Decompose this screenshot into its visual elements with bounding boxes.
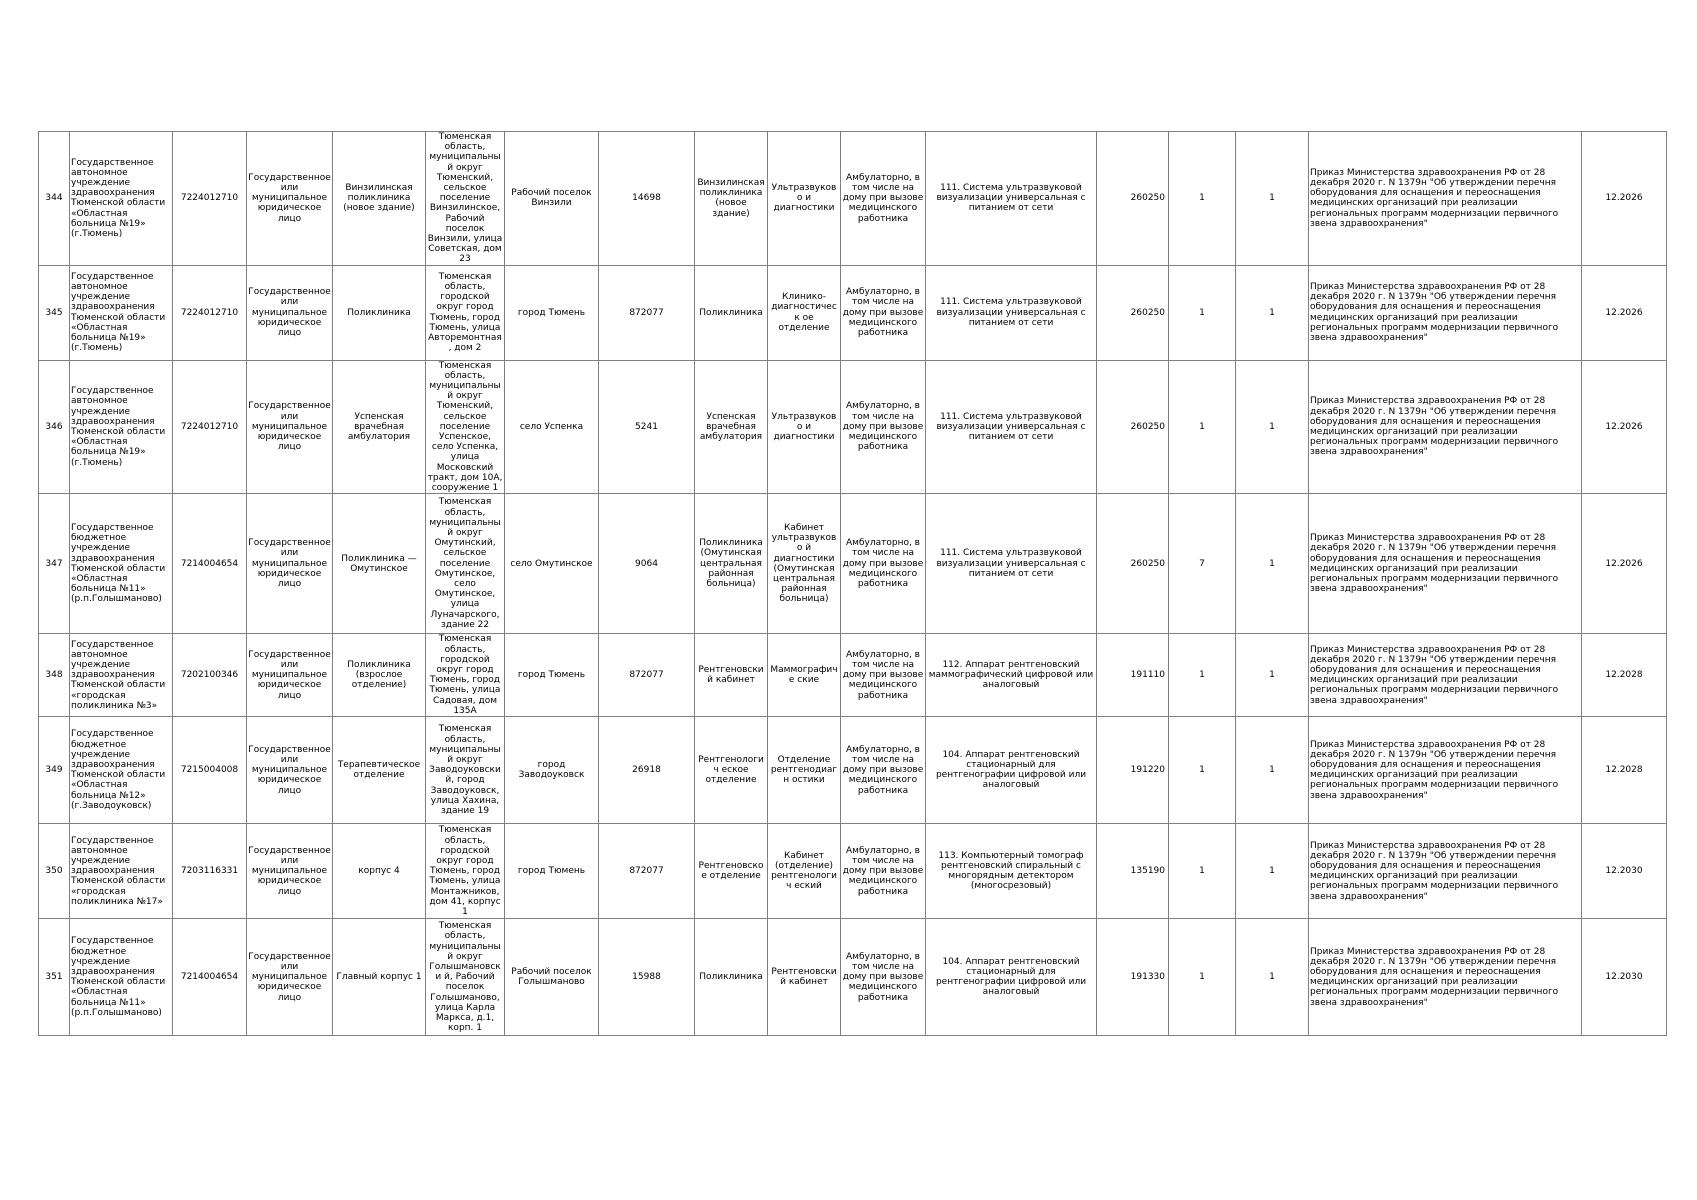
equipment-code-cell: 191330 xyxy=(1097,919,1169,1036)
legal-basis-cell: Приказ Министерства здравоохранения РФ от 28 декабря 2020 г. N 1379н "Об утверждении перечня оборудования для оснащения и переоснащения медицинских организаций при реализации региональных программ модернизации первичного звена здравоохранения" xyxy=(1309,360,1582,494)
care-conditions-cell: Амбулаторно, в том числе на дому при вызове медицинского работника xyxy=(841,717,926,824)
equipment-code-cell: 260250 xyxy=(1097,132,1169,266)
equipment-cell: 111. Система ультразвуковой визуализации универсальная с питанием от сети xyxy=(926,265,1097,360)
department-cell: Кабинет (отделение) рентгенологич еский xyxy=(768,824,841,919)
quantity-cell: 1 xyxy=(1236,494,1309,634)
building-unit-cell: Главный корпус 1 xyxy=(333,919,426,1036)
department-cell: Отделение рентгенодиагн остики xyxy=(768,717,841,824)
legal-basis-cell: Приказ Министерства здравоохранения РФ от 28 декабря 2020 г. N 1379н "Об утверждении перечня оборудования для оснащения и переоснащения медицинских организаций при реализации региональных программ модернизации первичного звена здравоохранения" xyxy=(1309,494,1582,634)
row-number: 350 xyxy=(39,824,70,919)
organization-name-cell: Государственное автономное учреждение здравоохранения Тюменской области «городская поликлиника №17» xyxy=(70,824,173,919)
quantity-cell: 1 xyxy=(1236,824,1309,919)
inn-cell: 7202100346 xyxy=(173,634,247,717)
equipment-code-cell: 191110 xyxy=(1097,634,1169,717)
building-unit-cell: Поликлиника — Омутинское xyxy=(333,494,426,634)
settlement-cell: Рабочий поселок Голышманово xyxy=(505,919,599,1036)
care-conditions-cell: Амбулаторно, в том числе на дому при вызове медицинского работника xyxy=(841,919,926,1036)
row-number: 344 xyxy=(39,132,70,266)
subdivision-cell: Поликлиника xyxy=(695,919,768,1036)
row-number: 351 xyxy=(39,919,70,1036)
deadline-date-cell: 12.2028 xyxy=(1582,717,1667,824)
deadline-date-cell: 12.2026 xyxy=(1582,265,1667,360)
equipment-code-cell: 260250 xyxy=(1097,265,1169,360)
department-cell: Маммографиче ские xyxy=(768,634,841,717)
row-number: 346 xyxy=(39,360,70,494)
settlement-cell: город Тюмень xyxy=(505,824,599,919)
address-cell: Тюменская область, городской округ город Тюмень, город Тюмень, улица Авторемонтная, дом 2 xyxy=(426,265,505,360)
subdivision-cell: Рентгеновский кабинет xyxy=(695,634,768,717)
population-cell: 872077 xyxy=(599,824,695,919)
equipment-code-cell: 135190 xyxy=(1097,824,1169,919)
address-cell: Тюменская область, городской округ город Тюмень, город Тюмень, улица Садовая, дом 135А xyxy=(426,634,505,717)
quantity-cell: 1 xyxy=(1236,919,1309,1036)
legal-basis-cell: Приказ Министерства здравоохранения РФ от 28 декабря 2020 г. N 1379н "Об утверждении перечня оборудования для оснащения и переоснащения медицинских организаций при реализации региональных программ модернизации первичного звена здравоохранения" xyxy=(1309,919,1582,1036)
equipment-registry-table xyxy=(38,131,1667,1036)
deadline-date-cell: 12.2028 xyxy=(1582,634,1667,717)
quantity-cell: 1 xyxy=(1169,919,1236,1036)
care-conditions-cell: Амбулаторно, в том числе на дому при вызове медицинского работника xyxy=(841,132,926,266)
care-conditions-cell: Амбулаторно, в том числе на дому при вызове медицинского работника xyxy=(841,824,926,919)
address-cell: Тюменская область, муниципальный округ Голышмановски й, Рабочий поселок Голышманово, улица Карла Маркса, д.1, корп. 1 xyxy=(426,919,505,1036)
inn-cell: 7214004654 xyxy=(173,919,247,1036)
department-cell: Клинико-диагностическ ое отделение xyxy=(768,265,841,360)
legal-type-cell: Государственное или муниципальное юридическое лицо xyxy=(247,494,333,634)
address-cell: Тюменская область, муниципальный округ Тюменский, сельское поселение Винзилинское, Рабочий поселок Винзили, улица Советская, дом 23 xyxy=(426,132,505,266)
care-conditions-cell: Амбулаторно, в том числе на дому при вызове медицинского работника xyxy=(841,494,926,634)
population-cell: 9064 xyxy=(599,494,695,634)
organization-name-cell: Государственное бюджетное учреждение здравоохранения Тюменской области «Областная больница №11» (р.п.Голышманово) xyxy=(70,919,173,1036)
equipment-cell: 104. Аппарат рентгеновский стационарный для рентгенографии цифровой или аналоговый xyxy=(926,717,1097,824)
department-cell: Кабинет ультразвуково й диагностики (Омутинская центральная районная больница) xyxy=(768,494,841,634)
quantity-cell: 1 xyxy=(1236,717,1309,824)
quantity-cell: 1 xyxy=(1169,265,1236,360)
care-conditions-cell: Амбулаторно, в том числе на дому при вызове медицинского работника xyxy=(841,265,926,360)
deadline-date-cell: 12.2030 xyxy=(1582,824,1667,919)
deadline-date-cell: 12.2026 xyxy=(1582,360,1667,494)
population-cell: 872077 xyxy=(599,634,695,717)
quantity-cell: 1 xyxy=(1169,132,1236,266)
inn-cell: 7215004008 xyxy=(173,717,247,824)
legal-basis-cell: Приказ Министерства здравоохранения РФ от 28 декабря 2020 г. N 1379н "Об утверждении перечня оборудования для оснащения и переоснащения медицинских организаций при реализации региональных программ модернизации первичного звена здравоохранения" xyxy=(1309,634,1582,717)
legal-basis-cell: Приказ Министерства здравоохранения РФ от 28 декабря 2020 г. N 1379н "Об утверждении перечня оборудования для оснащения и переоснащения медицинских организаций при реализации региональных программ модернизации первичного звена здравоохранения" xyxy=(1309,824,1582,919)
table-row xyxy=(39,360,1667,494)
organization-name-cell: Государственное автономное учреждение здравоохранения Тюменской области «Областная больница №19» (г.Тюмень) xyxy=(70,132,173,266)
population-cell: 15988 xyxy=(599,919,695,1036)
address-cell: Тюменская область, муниципальный округ Тюменский, сельское поселение Успенское, село Успенка, улица Московский тракт, дом 10А, сооружение 1 xyxy=(426,360,505,494)
subdivision-cell: Винзилинская поликлиника (новое здание) xyxy=(695,132,768,266)
quantity-cell: 1 xyxy=(1236,132,1309,266)
table-row xyxy=(39,919,1667,1036)
subdivision-cell: Успенская врачебная амбулатория xyxy=(695,360,768,494)
population-cell: 14698 xyxy=(599,132,695,266)
organization-name-cell: Государственное бюджетное учреждение здравоохранения Тюменской области «Областная больница №11» (р.п.Голышманово) xyxy=(70,494,173,634)
address-cell: Тюменская область, муниципальный округ Заводоуковский, город Заводоуковск, улица Хахина, здание 19 xyxy=(426,717,505,824)
building-unit-cell: Поликлиника (взрослое отделение) xyxy=(333,634,426,717)
department-cell: Ультразвуково и диагностики xyxy=(768,132,841,266)
care-conditions-cell: Амбулаторно, в том числе на дому при вызове медицинского работника xyxy=(841,360,926,494)
legal-type-cell: Государственное или муниципальное юридическое лицо xyxy=(247,717,333,824)
row-number: 347 xyxy=(39,494,70,634)
deadline-date-cell: 12.2026 xyxy=(1582,494,1667,634)
organization-name-cell: Государственное автономное учреждение здравоохранения Тюменской области «городская поликлиника №3» xyxy=(70,634,173,717)
legal-basis-cell: Приказ Министерства здравоохранения РФ от 28 декабря 2020 г. N 1379н "Об утверждении перечня оборудования для оснащения и переоснащения медицинских организаций при реализации региональных программ модернизации первичного звена здравоохранения" xyxy=(1309,717,1582,824)
equipment-cell: 104. Аппарат рентгеновский стационарный для рентгенографии цифровой или аналоговый xyxy=(926,919,1097,1036)
subdivision-cell: Поликлиника xyxy=(695,265,768,360)
legal-type-cell: Государственное или муниципальное юридическое лицо xyxy=(247,360,333,494)
legal-type-cell: Государственное или муниципальное юридическое лицо xyxy=(247,824,333,919)
equipment-code-cell: 191220 xyxy=(1097,717,1169,824)
settlement-cell: город Тюмень xyxy=(505,265,599,360)
deadline-date-cell: 12.2026 xyxy=(1582,132,1667,266)
legal-type-cell: Государственное или муниципальное юридическое лицо xyxy=(247,634,333,717)
settlement-cell: село Омутинское xyxy=(505,494,599,634)
table-row xyxy=(39,634,1667,717)
subdivision-cell: Рентгенологич еское отделение xyxy=(695,717,768,824)
equipment-cell: 111. Система ультразвуковой визуализации универсальная с питанием от сети xyxy=(926,494,1097,634)
inn-cell: 7224012710 xyxy=(173,132,247,266)
quantity-cell: 1 xyxy=(1236,360,1309,494)
quantity-cell: 1 xyxy=(1169,824,1236,919)
department-cell: Ультразвуково и диагностики xyxy=(768,360,841,494)
equipment-cell: 112. Аппарат рентгеновский маммографический цифровой или аналоговый xyxy=(926,634,1097,717)
organization-name-cell: Государственное автономное учреждение здравоохранения Тюменской области «Областная больница №19» (г.Тюмень) xyxy=(70,360,173,494)
equipment-cell: 113. Компьютерный томограф рентгеновский спиральный с многорядным детектором (многосрезовый) xyxy=(926,824,1097,919)
quantity-cell: 7 xyxy=(1169,494,1236,634)
organization-name-cell: Государственное бюджетное учреждение здравоохранения Тюменской области «Областная больница №12» (г.Заводоуковск) xyxy=(70,717,173,824)
legal-basis-cell: Приказ Министерства здравоохранения РФ от 28 декабря 2020 г. N 1379н "Об утверждении перечня оборудования для оснащения и переоснащения медицинских организаций при реализации региональных программ модернизации первичного звена здравоохранения" xyxy=(1309,265,1582,360)
subdivision-cell: Рентгеновское отделение xyxy=(695,824,768,919)
settlement-cell: город Тюмень xyxy=(505,634,599,717)
address-cell: Тюменская область, городской округ город Тюмень, город Тюмень, улица Монтажников, дом 41, корпус 1 xyxy=(426,824,505,919)
subdivision-cell: Поликлиника (Омутинская центральная районная больница) xyxy=(695,494,768,634)
settlement-cell: город Заводоуковск xyxy=(505,717,599,824)
care-conditions-cell: Амбулаторно, в том числе на дому при вызове медицинского работника xyxy=(841,634,926,717)
legal-type-cell: Государственное или муниципальное юридическое лицо xyxy=(247,919,333,1036)
quantity-cell: 1 xyxy=(1236,265,1309,360)
quantity-cell: 1 xyxy=(1236,634,1309,717)
legal-type-cell: Государственное или муниципальное юридическое лицо xyxy=(247,132,333,266)
building-unit-cell: Поликлиника xyxy=(333,265,426,360)
organization-name-cell: Государственное автономное учреждение здравоохранения Тюменской области «Областная больница №19» (г.Тюмень) xyxy=(70,265,173,360)
row-number: 349 xyxy=(39,717,70,824)
inn-cell: 7214004654 xyxy=(173,494,247,634)
building-unit-cell: Терапевтическое отделение xyxy=(333,717,426,824)
quantity-cell: 1 xyxy=(1169,360,1236,494)
table-row xyxy=(39,494,1667,634)
building-unit-cell: корпус 4 xyxy=(333,824,426,919)
population-cell: 26918 xyxy=(599,717,695,824)
table-row xyxy=(39,132,1667,266)
deadline-date-cell: 12.2030 xyxy=(1582,919,1667,1036)
table-row xyxy=(39,265,1667,360)
population-cell: 872077 xyxy=(599,265,695,360)
population-cell: 5241 xyxy=(599,360,695,494)
building-unit-cell: Успенская врачебная амбулатория xyxy=(333,360,426,494)
equipment-cell: 111. Система ультразвуковой визуализации универсальная с питанием от сети xyxy=(926,132,1097,266)
inn-cell: 7203116331 xyxy=(173,824,247,919)
department-cell: Рентгеновский кабинет xyxy=(768,919,841,1036)
building-unit-cell: Винзилинская поликлиника (новое здание) xyxy=(333,132,426,266)
row-number: 348 xyxy=(39,634,70,717)
inn-cell: 7224012710 xyxy=(173,265,247,360)
row-number: 345 xyxy=(39,265,70,360)
quantity-cell: 1 xyxy=(1169,717,1236,824)
table-row xyxy=(39,717,1667,824)
legal-basis-cell: Приказ Министерства здравоохранения РФ от 28 декабря 2020 г. N 1379н "Об утверждении перечня оборудования для оснащения и переоснащения медицинских организаций при реализации региональных программ модернизации первичного звена здравоохранения" xyxy=(1309,132,1582,266)
inn-cell: 7224012710 xyxy=(173,360,247,494)
address-cell: Тюменская область, муниципальный округ Омутинский, сельское поселение Омутинское, село Омутинское, улица Луначарского, здание 22 xyxy=(426,494,505,634)
quantity-cell: 1 xyxy=(1169,634,1236,717)
legal-type-cell: Государственное или муниципальное юридическое лицо xyxy=(247,265,333,360)
equipment-code-cell: 260250 xyxy=(1097,494,1169,634)
equipment-code-cell: 260250 xyxy=(1097,360,1169,494)
settlement-cell: село Успенка xyxy=(505,360,599,494)
table-row xyxy=(39,824,1667,919)
settlement-cell: Рабочий поселок Винзили xyxy=(505,132,599,266)
equipment-cell: 111. Система ультразвуковой визуализации универсальная с питанием от сети xyxy=(926,360,1097,494)
